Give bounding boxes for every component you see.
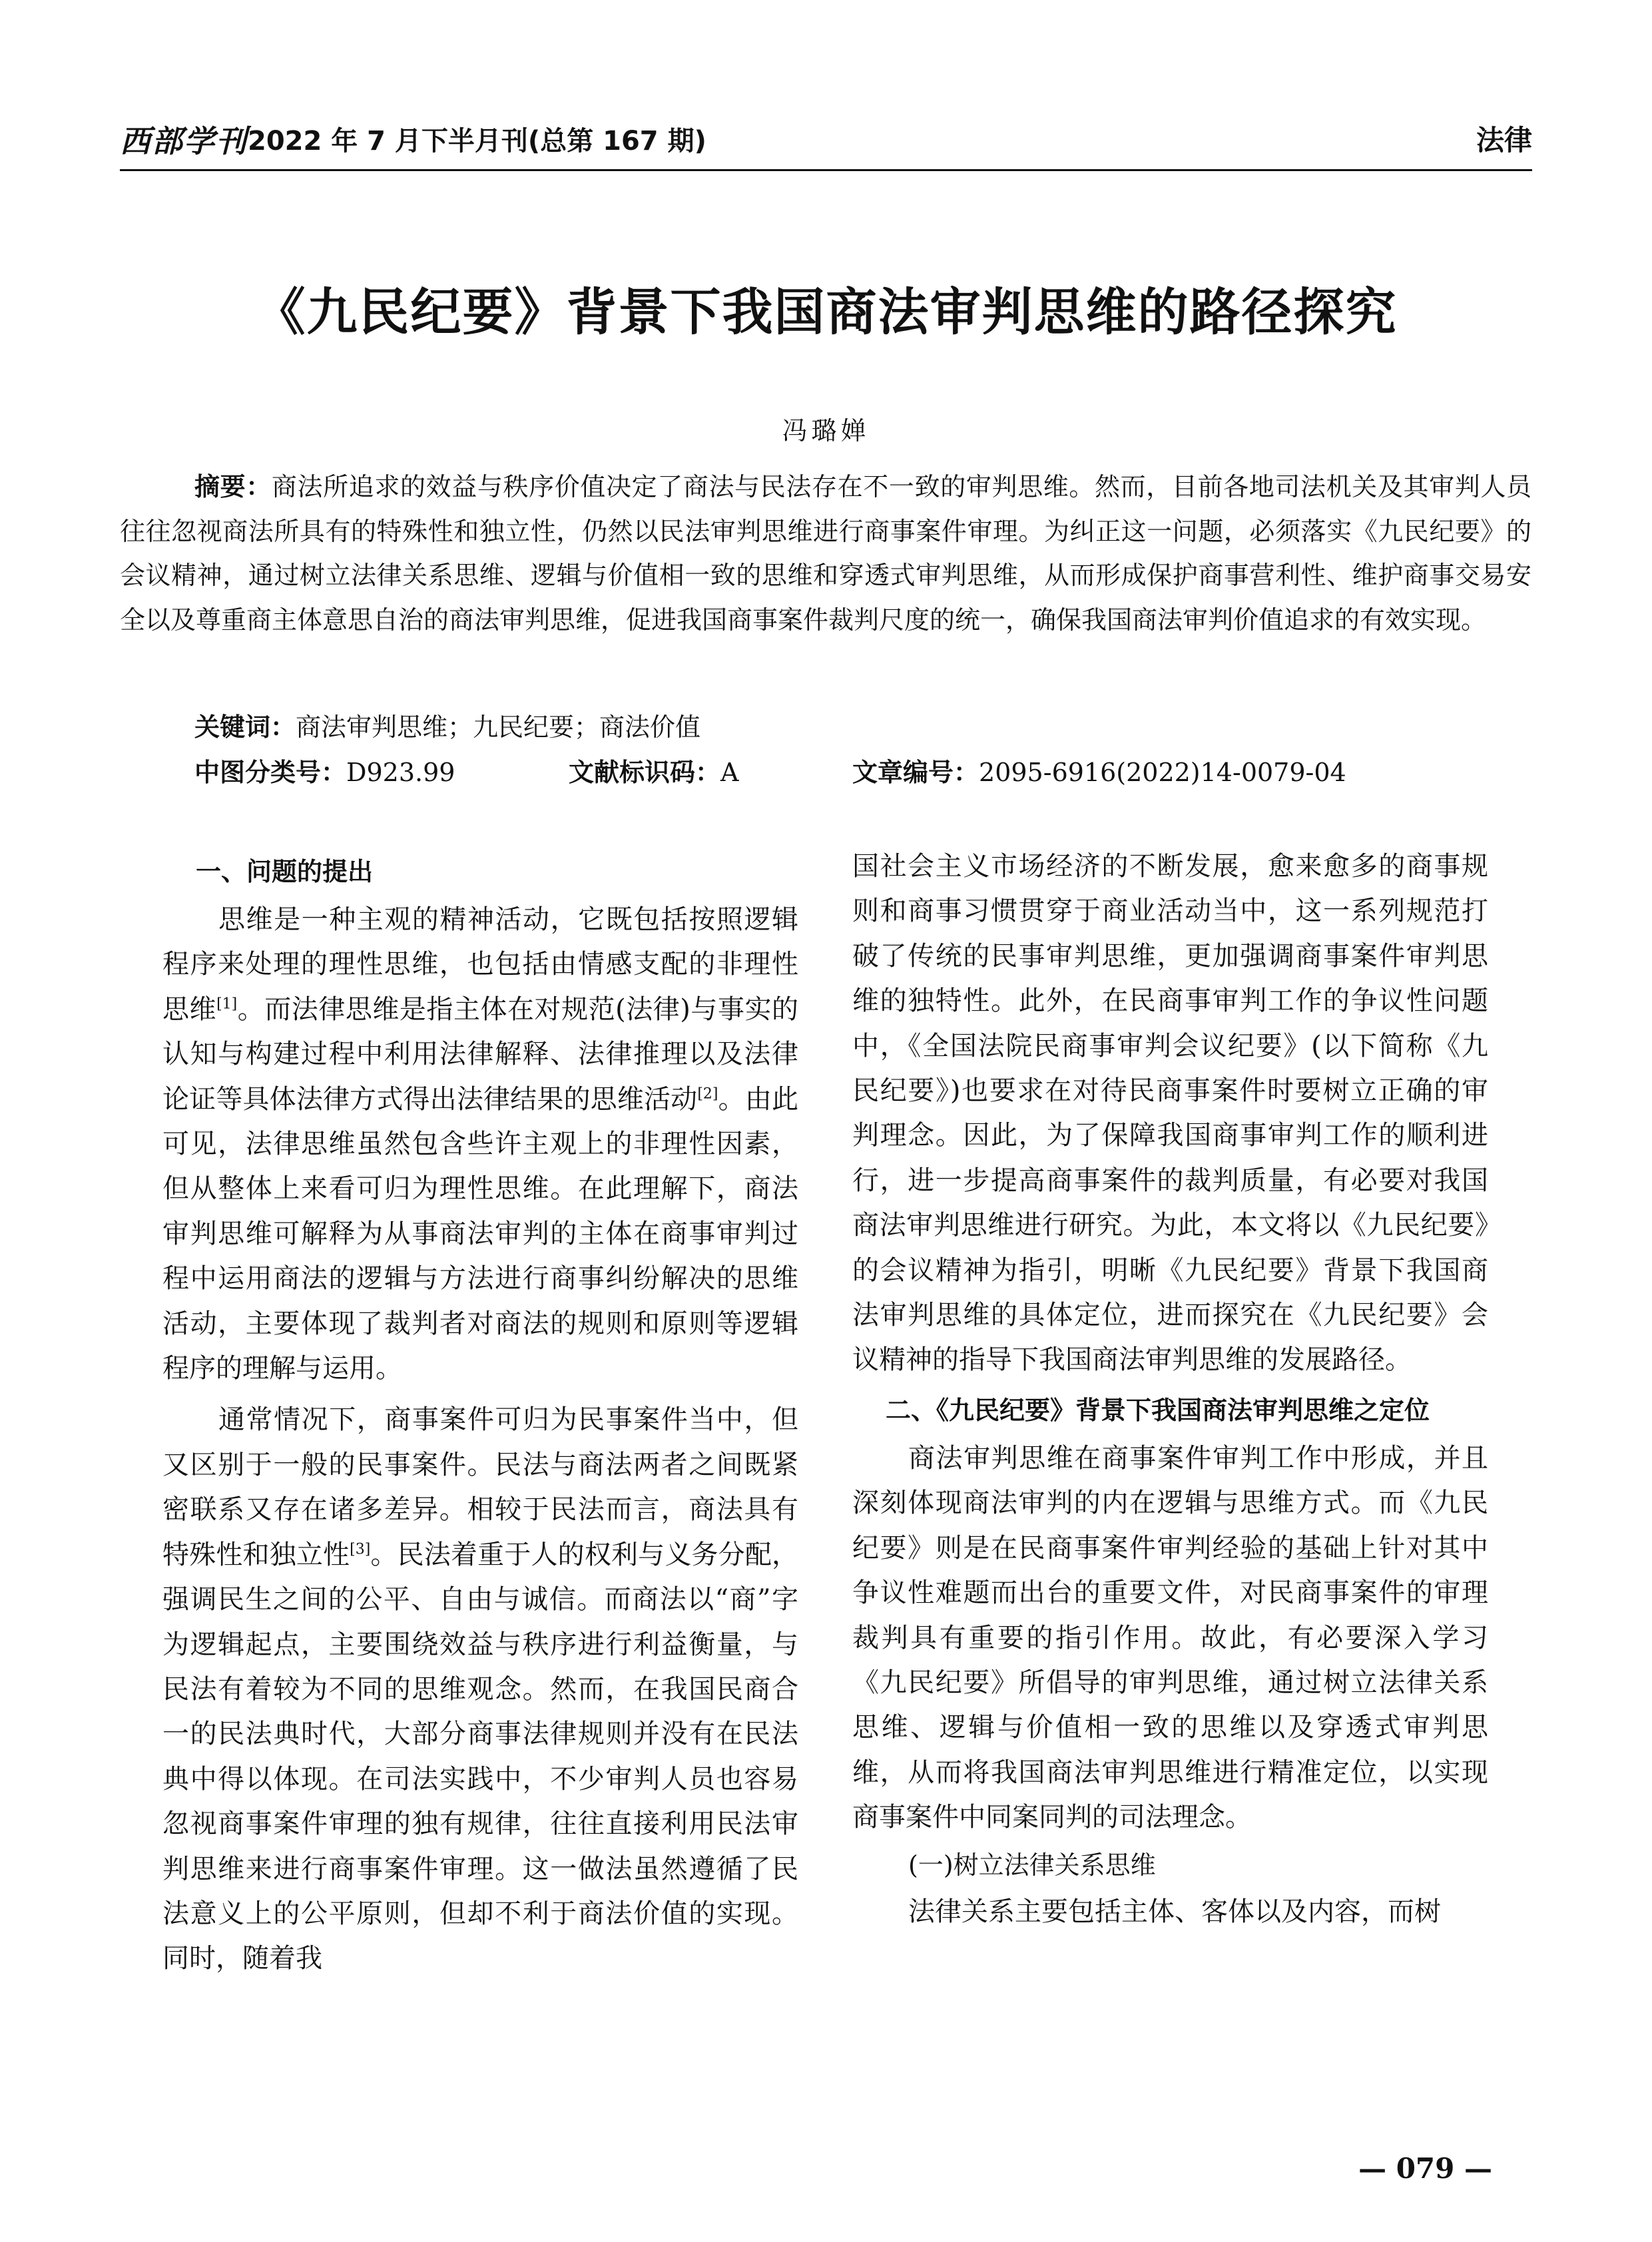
abstract — [120, 465, 1531, 642]
paragraph-3: 商法审判思维在商事案件审判工作中形成，并且深刻体现商法审判的内在逻辑与思维方式。而《九民纪要》则是在民商事案件审判经验的基础上针对其中争议性难题而出台的重要文件，对民商事案件的审理裁判具有重要的指引作用。故此，有必要深入学习《九民纪要》所倡导的审判思维，通过树立法律关系思维、逻辑与价值相一致的思维以及穿透式审判思维，从而将我国商法审判思维进行精准定位，以实现商事案件中同案同判的司法理念。 — [852, 1442, 1488, 1833]
clc-value: D923.99 — [346, 758, 455, 787]
paragraph-1 — [162, 898, 798, 1391]
page-number: — 079 — — [1358, 2152, 1492, 2185]
page-header — [120, 117, 1532, 164]
paragraph-2-continued: 国社会主义市场经济的不断发展，愈来愈多的商事规则和商事习惯贯穿于商业活动当中，这一系列规范打破了传统的民事审判思维，更加强调商事案件审判思维的独特性。此外，在民商事审判工作的争议性问题中，《全国法院民商事审判会议纪要》(以下简称《九民纪要》)也要求在对待民商事案件时要树立正确的审判理念。因此，为了保障我国商事审判工作的顺利进行，进一步提高商事案件的裁判质量，有必要对我国商法审判思维进行研究。为此，本文将以《九民纪要》的会议精神为指引，明晰《九民纪要》背景下我国商法审判思维的具体定位，进而探究在《九民纪要》会议精神的指导下我国商法审判思维的发展路径。 — [852, 851, 1488, 1376]
keywords-text: 商法审判思维；九民纪要；商法价值 — [296, 712, 701, 742]
doc-code-label: 文献标识码： — [569, 758, 721, 787]
paragraph-4: 法律关系主要包括主体、客体以及内容，而树 — [908, 1896, 1441, 1927]
paragraph-1-text-c: 。由此可见，法律思维虽然包含些许主观上的非理性因素，但从整体上来看可归为理性思维。在此理解下，商法审判思维可解释为从事商法审判的主体在商事审判过程中运用商法的逻辑与方法进行商事纠纷解决的思维活动，主要体现了裁判者对商法的规则和原则等逻辑程序的理解与运用。 — [162, 1083, 798, 1384]
clc-number — [194, 752, 455, 792]
abstract-text: 商法所追求的效益与秩序价值决定了商法与民法存在不一致的审判思维。然而，目前各地司法机关及其审判人员往往忽视商法所具有的特殊性和独立性，仍然以民法审判思维进行商事案件审理。为纠正这一问题，必须落实《九民纪要》的会议精神，通过树立法律关系思维、逻辑与价值相一致的思维和穿透式审判思维，从而形成保护商事营利性、维护商事交易安全以及尊重商主体意思自治的商法审判思维，促进我国商事案件裁判尺度的统一，确保我国商法审判价值追求的有效实现。 — [120, 472, 1531, 635]
section-heading-1: 一、问题的提出 — [196, 857, 374, 886]
article-no-label: 文章编号： — [852, 758, 979, 787]
right-column — [852, 844, 1488, 1934]
issue-info: 2022 年 7 月下半月刊(总第 167 期) — [248, 126, 706, 156]
subsection-heading-1: (一)树立法律关系思维 — [908, 1850, 1156, 1880]
paragraph-2-text-b: 。民法着重于人的权利与义务分配，强调民生之间的公平、自由与诚信。而商法以“商”字为逻辑起点，主要围绕效益与秩序进行利益衡量，与民法有着较为不同的思维观念。然而，在我国民商合一的民法典时代，大部分商事法律规则并没有在民法典中得以体现。在司法实践中，不少审判人员也容易忽视商事案件审理的独有规律，往往直接利用民法审判思维来进行商事案件审理。这一做法虽然遵循了民法意义上的公平原则，但却不利于商法价值的实现。同时，随着我 — [162, 1539, 799, 1974]
abstract-label: 摘要： — [194, 472, 272, 501]
section-heading-2: 二、《九民纪要》背景下我国商法审判思维之定位 — [886, 1395, 1430, 1425]
keywords — [194, 707, 700, 747]
clc-label: 中图分类号： — [194, 758, 347, 787]
author-name: 冯璐婵 — [782, 416, 870, 445]
header-rule — [120, 169, 1532, 171]
paragraph-2 — [162, 1398, 798, 1981]
citation-1: [1] — [216, 995, 238, 1013]
article-title: 《九民纪要》背景下我国商法审判思维的路径探究 — [254, 282, 1398, 342]
journal-logo: 西部学刊 — [120, 123, 248, 159]
keywords-label: 关键词： — [194, 712, 296, 742]
classification-line — [194, 752, 1526, 792]
left-column — [162, 844, 798, 1982]
article-number — [852, 752, 1346, 792]
citation-2: [2] — [697, 1085, 718, 1103]
article-no-value: 2095-6916(2022)14-0079-04 — [979, 758, 1346, 787]
section-label: 法律 — [1476, 124, 1532, 156]
paragraph-1-text-a: 思维是一种主观的精神活动，它既包括按照逻辑程序来处理的理性思维，也包括由情感支配的非理性思维 — [162, 904, 798, 1025]
paragraph-1-text-b: 。而法律思维是指主体在对规范(法律)与事实的认知与构建过程中利用法律解释、法律推理以及法律论证等具体法律方式得出法律结果的思维活动 — [162, 993, 799, 1115]
doc-code-value: A — [720, 758, 739, 787]
paragraph-2-text-a: 通常情况下，商事案件可归为民事案件当中，但又区别于一般的民事案件。民法与商法两者之间既紧密联系又存在诸多差异。相较于民法而言，商法具有特殊性和独立性 — [162, 1404, 798, 1570]
document-code — [569, 752, 738, 792]
citation-3: [3] — [350, 1541, 371, 1558]
